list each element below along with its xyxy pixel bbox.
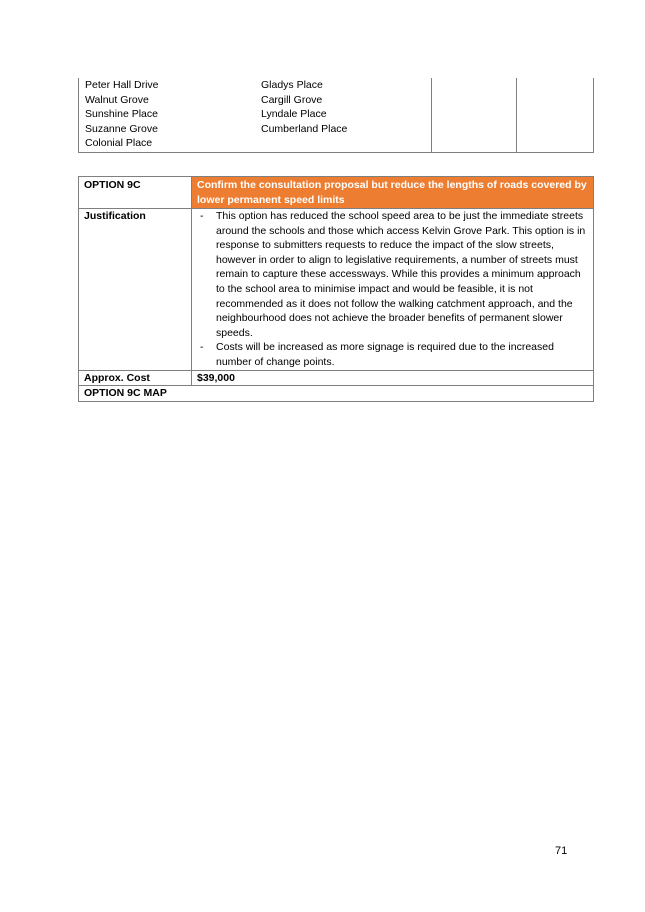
bullet-marker: - — [200, 210, 204, 222]
option-label: OPTION 9C — [79, 177, 192, 209]
cost-value: $39,000 — [192, 370, 594, 386]
table-divider — [78, 78, 79, 152]
option-header-row — [79, 177, 594, 209]
justification-content — [192, 209, 594, 371]
street-column-a — [85, 78, 159, 151]
map-row — [79, 386, 594, 402]
street-column-b — [261, 78, 347, 136]
cost-label: Approx. Cost — [79, 370, 192, 386]
list-item — [197, 209, 588, 340]
table-divider — [593, 78, 594, 152]
bullet-text: Costs will be increased as more signage is required due to the increased number of change points. — [216, 341, 554, 368]
table-divider — [431, 78, 432, 152]
list-item — [197, 340, 588, 369]
street-name: Sunshine Place — [85, 108, 158, 121]
bullet-text: This option has reduced the school speed area to be just the immediate streets around the schools and those which access Kelvin Grove Park. This option is in response to submitters requests to reduce the impact of the slow streets, however in order to align to legislative requirements, a number of streets must remain to capture these accessways. While this provides a minimum approach to the school area to minimise impact and would be feasible, it is not recommended as it does not follow the walking catchment approach, and the neighbourhood does not achieve the broader benefits of permanent slower speeds. — [216, 210, 586, 339]
justification-list — [197, 209, 588, 370]
street-name: Peter Hall Drive — [85, 79, 159, 91]
street-list-table — [78, 78, 594, 153]
page-number: 71 — [555, 845, 568, 857]
justification-label: Justification — [79, 209, 192, 371]
map-label: OPTION 9C MAP — [79, 386, 594, 402]
street-name: Cumberland Place — [261, 122, 348, 135]
street-name: Cargill Grove — [261, 93, 323, 106]
justification-row — [79, 209, 594, 371]
table-divider — [516, 78, 517, 152]
street-name: Lyndale Place — [261, 108, 327, 121]
option-table — [78, 176, 594, 402]
street-name: Gladys Place — [261, 79, 323, 91]
option-title: Confirm the consultation proposal but reduce the lengths of roads covered by lower permanent speed limits — [192, 177, 594, 209]
bullet-marker: - — [200, 341, 204, 354]
street-name: Walnut Grove — [85, 93, 149, 106]
street-name: Suzanne Grove — [85, 122, 158, 135]
cost-row — [79, 370, 594, 386]
street-name: Colonial Place — [85, 137, 153, 150]
